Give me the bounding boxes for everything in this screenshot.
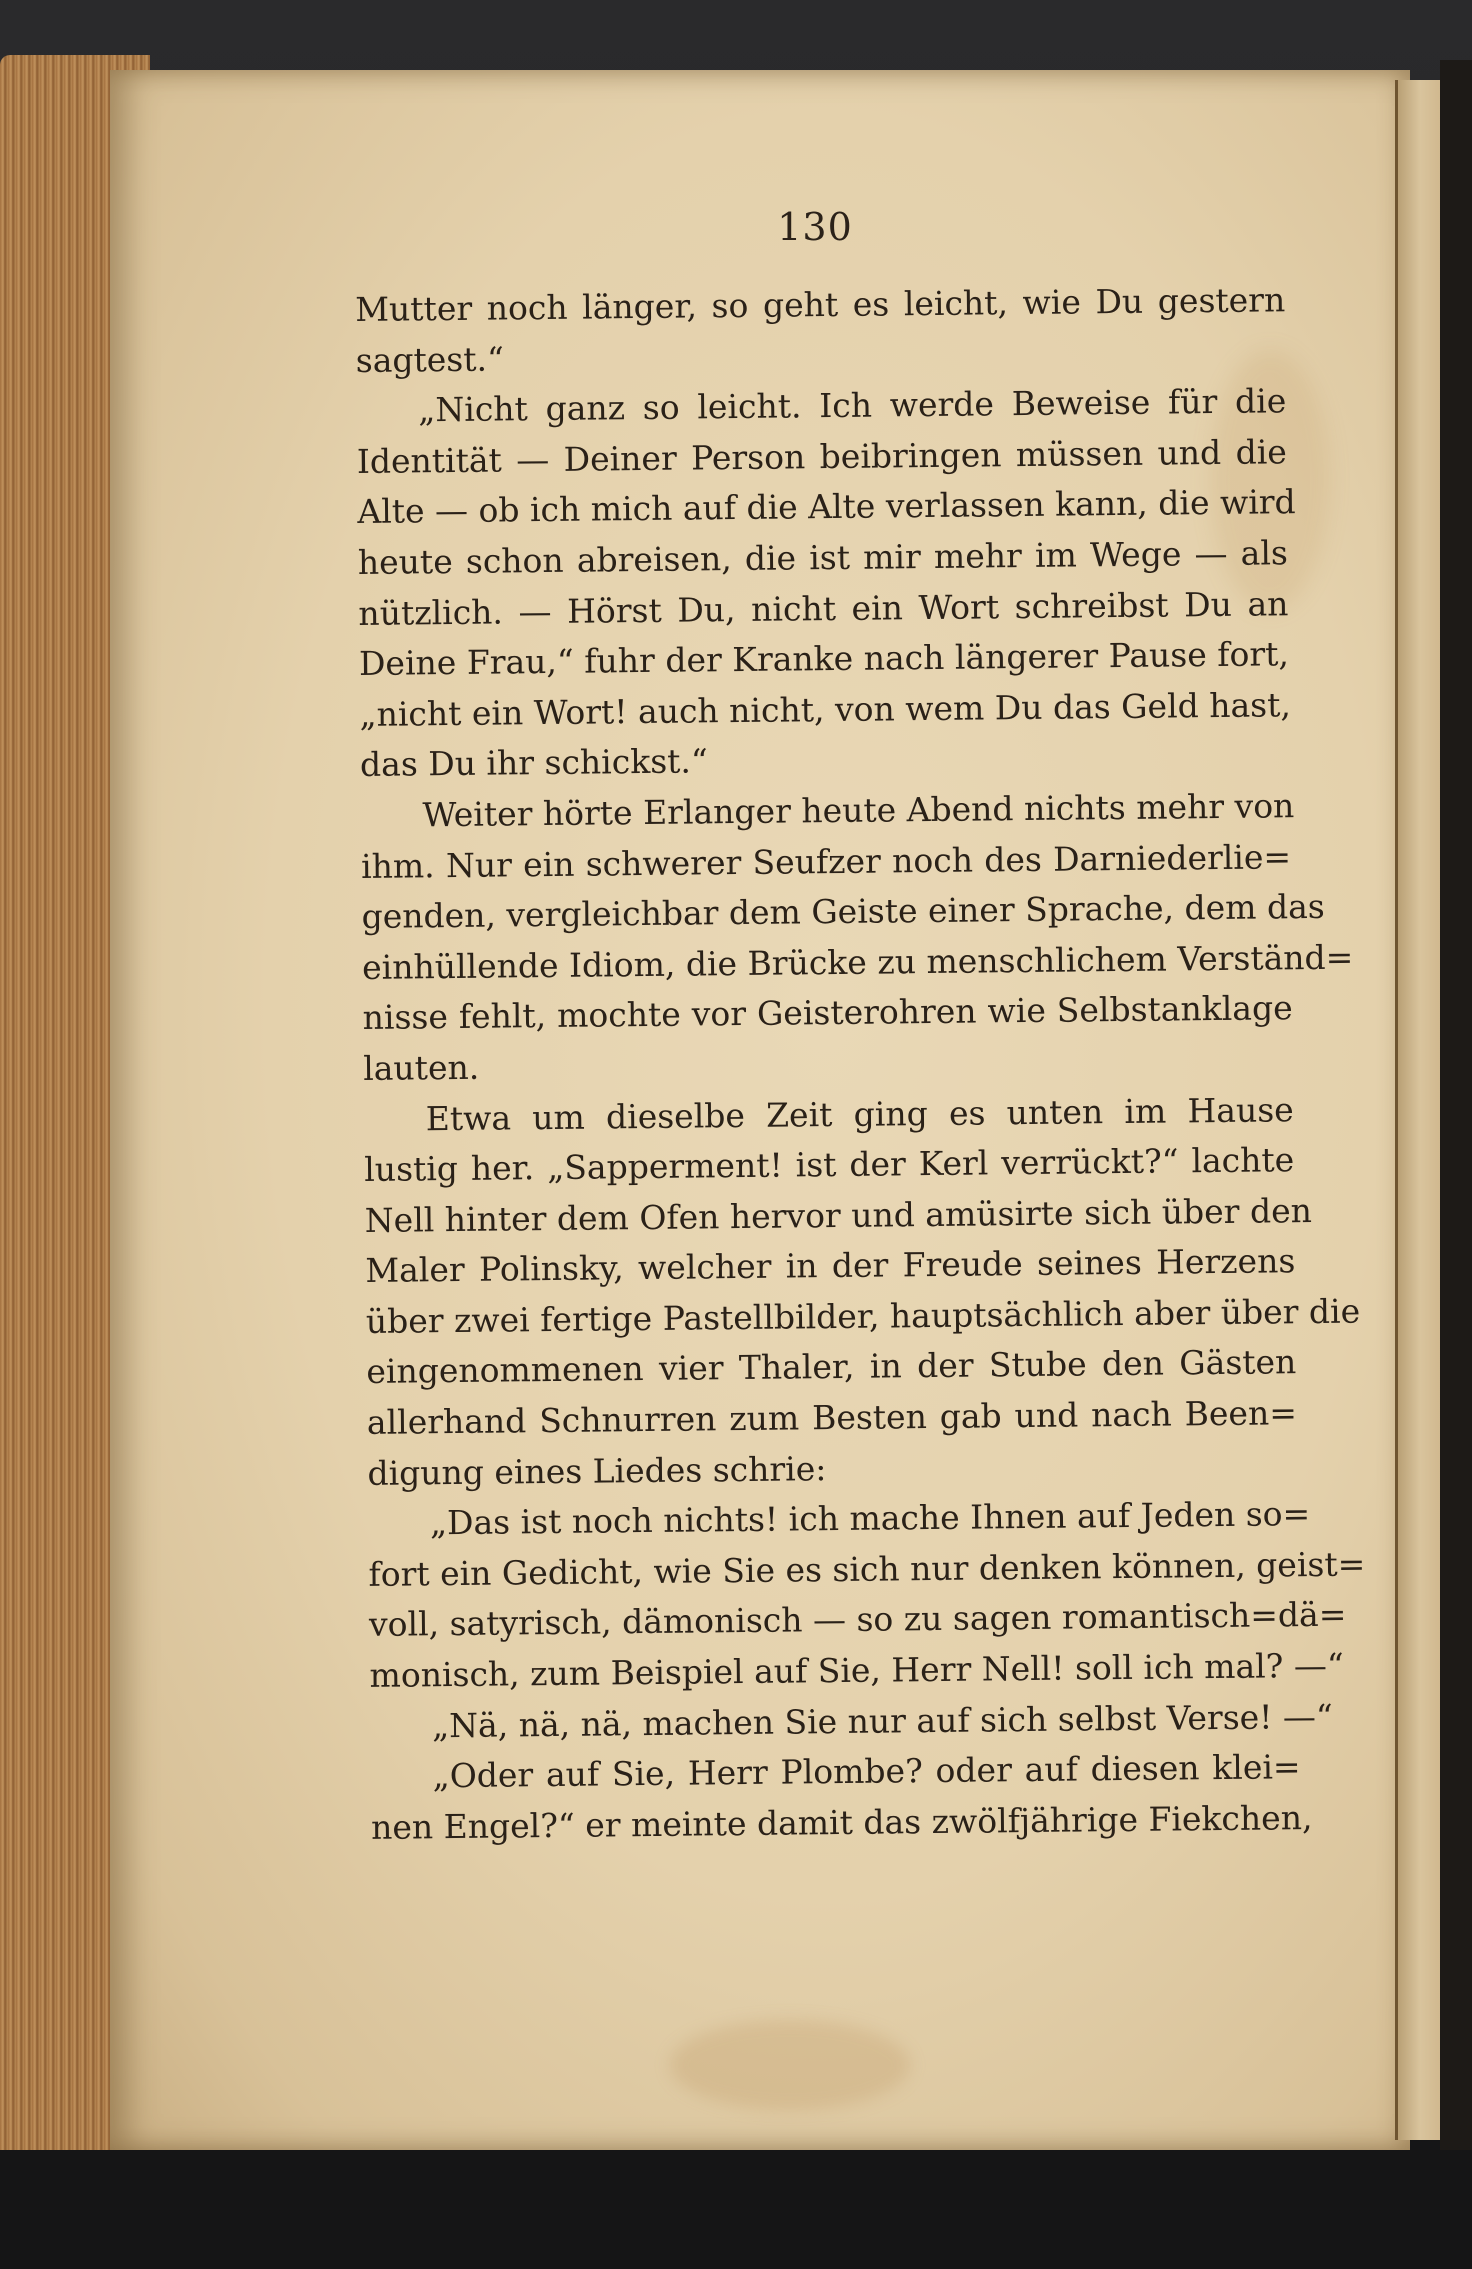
- text-line: Identität — Deiner Person beibringen müssen und die: [356, 432, 1287, 481]
- text-line: einhüllende Idiom, die Brücke zu menschlichem Verständ=: [361, 937, 1354, 987]
- text-line: „Das ist noch nichts! ich mache Ihnen auf Jeden so=: [429, 1494, 1311, 1543]
- text-line: Nell hinter dem Ofen hervor und amüsirte sich über den: [364, 1190, 1313, 1240]
- text-line: eingenommenen vier Thaler, in der Stube den Gästen: [366, 1342, 1297, 1392]
- text-line: genden, vergleichbar dem Geiste einer Sprache, dem das: [361, 887, 1325, 937]
- text-line: nisse fehlt, mochte vor Geisterohren wie Selbstanklage: [362, 988, 1293, 1038]
- text-line: das Du ihr schickst.“: [359, 741, 708, 785]
- text-line: Maler Polinsky, welcher in der Freude seines Herzens: [365, 1241, 1296, 1291]
- text-line: voll, satyrisch, dämonisch — so zu sagen romantisch=dä=: [368, 1595, 1347, 1645]
- text-line: Alte — ob ich mich auf die Alte verlassen kann, die wird: [357, 482, 1296, 532]
- text-line: lauten.: [362, 1047, 480, 1088]
- body-text: [355, 275, 1366, 1853]
- paper-stain: [670, 2020, 910, 2110]
- book-binding-shadow: [1440, 60, 1472, 2269]
- text-line: nützlich. — Hörst Du, nicht ein Wort schreibst Du an: [358, 583, 1289, 633]
- text-line: Weiter hörte Erlanger heute Abend nichts mehr von: [422, 786, 1295, 835]
- text-line: monisch, zum Beispiel auf Sie, Herr Nell! soll ich mal? —“: [369, 1645, 1344, 1695]
- scan-bottom-margin: [0, 2150, 1472, 2269]
- text-line: allerhand Schnurren zum Besten gab und nach Been=: [366, 1393, 1298, 1442]
- text-line: „Nä, nä, nä, machen Sie nur auf sich selbst Verse! —“: [431, 1696, 1333, 1745]
- text-line: Deine Frau,“ fuhr der Kranke nach längerer Pause fort,: [358, 634, 1290, 684]
- text-line: digung eines Liedes schrie:: [367, 1448, 827, 1493]
- text-line: nen Engel?“ er meinte damit das zwölfjährige Fiekchen,: [370, 1797, 1313, 1847]
- text-line: ihm. Nur ein schwerer Seufzer noch des Darniederlie=: [360, 836, 1292, 886]
- page-number: 130: [777, 205, 853, 249]
- text-line: lustig her. „Sapperment! ist der Kerl verrückt?“ lachte: [364, 1140, 1295, 1190]
- text-line: fort ein Gedicht, wie Sie es sich nur denken können, geist=: [368, 1544, 1366, 1594]
- text-line: über zwei fertige Pastellbilder, hauptsächlich aber über die: [365, 1291, 1361, 1341]
- text-line: heute schon abreisen, die ist mir mehr im Wege — als: [357, 533, 1289, 582]
- text-line: „Nicht ganz so leicht. Ich werde Beweise für die: [418, 381, 1287, 430]
- text-line: sagtest.“: [355, 339, 505, 380]
- text-line: „nicht ein Wort! auch nicht, von wem Du das Geld hast,: [359, 684, 1292, 734]
- text-line: Etwa um dieselbe Zeit ging es unten im Hause: [425, 1089, 1294, 1138]
- text-line: „Oder auf Sie, Herr Plombe? oder auf diesen klei=: [432, 1747, 1301, 1796]
- text-line: Mutter noch länger, so geht es leicht, wie Du gestern: [355, 280, 1286, 329]
